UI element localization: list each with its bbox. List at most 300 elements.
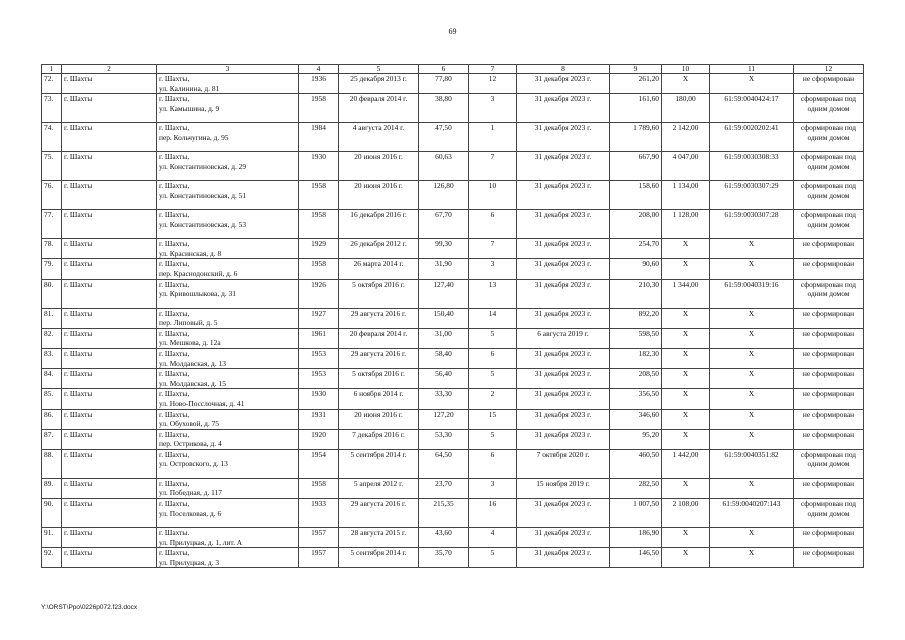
address-cell [157,152,299,181]
date-cell: 29 августа 2016 г. [339,348,419,368]
column-header: 1 [42,65,62,74]
address-line: г. Шахты, [159,152,190,162]
address-line: пер. Острикова, д. 4 [159,439,222,449]
table-row [42,478,864,498]
deadline-cell: 31 декабря 2023 г. [517,239,610,259]
row-number-cell: 84. [42,369,62,389]
address-line: г. Шахты, [159,210,190,220]
area-cell: 58,40 [419,348,469,368]
city-cell: г. Шахты [62,478,157,498]
status-cell: сформирован под одним домом [794,449,864,478]
address-line: пер. Краснодонский, д. 6 [159,268,238,278]
city-cell: г. Шахты [62,499,157,528]
value-cell: 90,60 [610,259,662,279]
value-cell: 261,20 [610,74,662,94]
file-path-footer: Y:\ORST\Ppo\0226p072.f23.docx [41,604,138,611]
quantity-cell: 5 [469,429,517,449]
column-header: 8 [517,65,610,74]
row-number-cell: 72. [42,74,62,94]
date-cell: 16 декабря 2016 г. [339,210,419,239]
cadastral-number-cell: Х [710,369,794,389]
table-row [42,449,864,478]
year-cell: 1984 [299,123,339,152]
value-cell: 598,50 [610,328,662,348]
address-line: г. Шахты, [159,369,190,379]
deadline-cell: 15 ноября 2019 г. [517,478,610,498]
date-cell: 26 декабря 2012 г. [339,239,419,259]
value-cell: 460,50 [610,449,662,478]
column-header: 9 [610,65,662,74]
city-cell: г. Шахты [62,210,157,239]
value-cell: 1 134,00 [662,181,710,210]
city-cell: г. Шахты [62,409,157,429]
area-cell: 67,70 [419,210,469,239]
year-cell: 1926 [299,279,339,308]
table-row [42,528,864,548]
address-line: г. Шахты, [159,94,190,104]
address-line: г. Шахты, [159,239,190,249]
address-line: ул. Молдавская, д. 15 [159,378,226,388]
quantity-cell: 14 [469,308,517,328]
column-header: 3 [157,65,299,74]
year-cell: 1958 [299,478,339,498]
area-cell: 215,35 [419,499,469,528]
year-cell: 1933 [299,499,339,528]
quantity-cell: 3 [469,259,517,279]
date-cell: 26 марта 2014 г. [339,259,419,279]
table-row [42,181,864,210]
status-cell: не сформирован [794,74,864,94]
area-cell: 127,40 [419,279,469,308]
cadastral-number-cell: 61:59:0040319:16 [710,279,794,308]
deadline-cell: 31 декабря 2023 г. [517,123,610,152]
table-row [42,499,864,528]
year-cell: 1961 [299,328,339,348]
city-cell: г. Шахты [62,389,157,409]
deadline-cell: 31 декабря 2023 г. [517,74,610,94]
table-row [42,389,864,409]
quantity-cell: 15 [469,409,517,429]
row-number-cell: 88. [42,449,62,478]
cadastral-number-cell: Х [710,409,794,429]
address-cell [157,328,299,348]
status-cell: сформирован под одним домом [794,210,864,239]
deadline-cell: 31 декабря 2023 г. [517,499,610,528]
date-cell: 5 апреля 2012 г. [339,478,419,498]
cadastral-number-cell: 61:59:0020202:41 [710,123,794,152]
status-cell: не сформирован [794,348,864,368]
city-cell: г. Шахты [62,548,157,568]
address-line: г. Шахты, [159,328,190,338]
value-cell: 1 128,00 [662,210,710,239]
status-cell: сформирован под одним домом [794,279,864,308]
cadastral-number-cell: Х [710,328,794,348]
row-number-cell: 79. [42,259,62,279]
date-cell: 6 ноября 2014 г. [339,389,419,409]
row-number-cell: 85. [42,389,62,409]
value-cell: Х [662,308,710,328]
cadastral-number-cell: Х [710,429,794,449]
city-cell: г. Шахты [62,181,157,210]
value-cell: Х [662,409,710,429]
status-cell: сформирован под одним домом [794,181,864,210]
cadastral-number-cell: 61:59:0030307:29 [710,181,794,210]
quantity-cell: 5 [469,369,517,389]
year-cell: 1957 [299,528,339,548]
address-line: г. Шахты, [159,279,190,289]
quantity-cell: 6 [469,210,517,239]
area-cell: 38,80 [419,94,469,123]
city-cell: г. Шахты [62,528,157,548]
address-cell [157,259,299,279]
cadastral-number-cell: Х [710,259,794,279]
header-row [42,65,864,74]
address-line: ул. Константиновская, д. 53 [159,219,247,229]
value-cell: 1 789,60 [610,123,662,152]
address-cell [157,369,299,389]
value-cell: Х [662,328,710,348]
row-number-cell: 75. [42,152,62,181]
table-row [42,74,864,94]
city-cell: г. Шахты [62,308,157,328]
value-cell: 95,20 [610,429,662,449]
deadline-cell: 31 декабря 2023 г. [517,389,610,409]
status-cell: сформирован под одним домом [794,499,864,528]
area-cell: 31,90 [419,259,469,279]
value-cell: 2 142,00 [662,123,710,152]
address-line: г. Шахты, [159,449,190,459]
area-cell: 23,70 [419,478,469,498]
city-cell: г. Шахты [62,123,157,152]
address-cell [157,181,299,210]
value-cell: 208,00 [610,210,662,239]
value-cell: Х [662,239,710,259]
table-row [42,152,864,181]
cadastral-number-cell: 61:59:0040351:82 [710,449,794,478]
value-cell: 4 047,00 [662,152,710,181]
value-cell: Х [662,429,710,449]
address-line: г. Шахты, [159,409,190,419]
year-cell: 1929 [299,239,339,259]
address-line: ул. Прилуцкая, д. 3 [159,557,220,567]
row-number-cell: 77. [42,210,62,239]
cadastral-number-cell: 61:59:0040207:143 [710,499,794,528]
row-number-cell: 86. [42,409,62,429]
address-cell [157,210,299,239]
address-cell [157,308,299,328]
city-cell: г. Шахты [62,279,157,308]
date-cell: 20 июня 2016 г. [339,152,419,181]
table-row [42,308,864,328]
address-line: ул. Красинская, д. 8 [159,248,222,258]
date-cell: 5 сентября 2014 г. [339,449,419,478]
value-cell: Х [662,389,710,409]
row-number-cell: 87. [42,429,62,449]
address-line: г. Шахты, [159,181,190,191]
row-number-cell: 74. [42,123,62,152]
quantity-cell: 10 [469,181,517,210]
date-cell: 20 февраля 2014 г. [339,94,419,123]
row-number-cell: 82. [42,328,62,348]
area-cell: 99,30 [419,239,469,259]
address-line: ул. Кривошлыкова, д. 31 [159,289,236,299]
city-cell: г. Шахты [62,449,157,478]
status-cell: не сформирован [794,429,864,449]
area-cell: 77,80 [419,74,469,94]
table-row [42,409,864,429]
row-number-cell: 91. [42,528,62,548]
year-cell: 1958 [299,259,339,279]
address-cell [157,389,299,409]
area-cell: 31,00 [419,328,469,348]
quantity-cell: 12 [469,74,517,94]
status-cell: не сформирован [794,308,864,328]
status-cell: не сформирован [794,548,864,568]
address-line: г. Шахты, [159,389,190,399]
deadline-cell: 31 декабря 2023 г. [517,279,610,308]
city-cell: г. Шахты [62,152,157,181]
address-line: пер. Липовый, д. 5 [159,318,218,328]
address-cell [157,94,299,123]
address-line: ул. Мешкова, д. 12а [159,338,221,348]
row-number-cell: 89. [42,478,62,498]
deadline-cell: 7 октября 2020 г. [517,449,610,478]
address-line: г. Шахты, [159,74,190,83]
row-number-cell: 80. [42,279,62,308]
year-cell: 1930 [299,152,339,181]
quantity-cell: 4 [469,528,517,548]
value-cell: 356,50 [610,389,662,409]
quantity-cell: 2 [469,389,517,409]
status-cell: сформирован под одним домом [794,123,864,152]
row-number-cell: 76. [42,181,62,210]
area-cell: 47,50 [419,123,469,152]
value-cell: 158,60 [610,181,662,210]
value-cell: 182,30 [610,348,662,368]
address-cell [157,528,299,548]
area-cell: 60,63 [419,152,469,181]
deadline-cell: 31 декабря 2023 г. [517,348,610,368]
year-cell: 1957 [299,548,339,568]
year-cell: 1954 [299,449,339,478]
status-cell: сформирован под одним домом [794,152,864,181]
address-line: г. Шахты, [159,259,190,269]
city-cell: г. Шахты [62,74,157,94]
table-row [42,210,864,239]
city-cell: г. Шахты [62,328,157,348]
address-line: ул. Молдавская, д. 13 [159,358,226,368]
deadline-cell: 6 августа 2019 г. [517,328,610,348]
area-cell: 53,30 [419,429,469,449]
date-cell: 29 августа 2016 г. [339,499,419,528]
address-cell [157,548,299,568]
date-cell: 28 августа 2015 г. [339,528,419,548]
quantity-cell: 16 [469,499,517,528]
area-cell: 56,40 [419,369,469,389]
value-cell: 146,50 [610,548,662,568]
area-cell: 127,20 [419,409,469,429]
address-line: ул. Константиновская, д. 51 [159,190,247,200]
date-cell: 20 июня 2016 г. [339,181,419,210]
row-number-cell: 73. [42,94,62,123]
deadline-cell: 31 декабря 2023 г. [517,369,610,389]
status-cell: не сформирован [794,328,864,348]
row-number-cell: 83. [42,348,62,368]
quantity-cell: 5 [469,328,517,348]
cadastral-number-cell: Х [710,348,794,368]
address-line: ул. Ново-Посслочная, д. 41 [159,398,245,408]
address-cell [157,239,299,259]
quantity-cell: 6 [469,449,517,478]
address-line: ул. Константиновская, д. 29 [159,161,247,171]
date-cell: 5 сентября 2014 г. [339,548,419,568]
address-line: г. Шахты, [159,123,190,133]
year-cell: 1936 [299,74,339,94]
area-cell: 43,60 [419,528,469,548]
quantity-cell: 1 [469,123,517,152]
value-cell: Х [662,259,710,279]
deadline-cell: 31 декабря 2023 г. [517,259,610,279]
value-cell: Х [662,528,710,548]
cadastral-number-cell: 61:59:0030308:33 [710,152,794,181]
value-cell: 180,00 [662,94,710,123]
value-cell: 161,60 [610,94,662,123]
area-cell: 150,40 [419,308,469,328]
value-cell: 210,30 [610,279,662,308]
deadline-cell: 31 декабря 2023 г. [517,409,610,429]
city-cell: г. Шахты [62,348,157,368]
year-cell: 1953 [299,348,339,368]
column-header: 10 [662,65,710,74]
value-cell: 254,70 [610,239,662,259]
year-cell: 1927 [299,308,339,328]
address-line: ул. Калинина, д. 81 [159,83,220,93]
deadline-cell: 31 декабря 2023 г. [517,94,610,123]
status-cell: не сформирован [794,478,864,498]
table-row [42,279,864,308]
column-header: 4 [299,65,339,74]
value-cell: Х [662,478,710,498]
table-row [42,369,864,389]
value-cell: 186,90 [610,528,662,548]
address-line: ул. Прилуцкая, д. 1, лит. А [159,537,243,547]
cadastral-number-cell: Х [710,389,794,409]
deadline-cell: 31 декабря 2023 г. [517,210,610,239]
address-cell [157,123,299,152]
area-cell: 64,50 [419,449,469,478]
year-cell: 1920 [299,429,339,449]
year-cell: 1958 [299,94,339,123]
table-row [42,548,864,568]
year-cell: 1930 [299,389,339,409]
table-row [42,348,864,368]
column-header: 12 [794,65,864,74]
address-line: г. Шахты, [159,429,190,439]
deadline-cell: 31 декабря 2023 г. [517,152,610,181]
value-cell: 667,90 [610,152,662,181]
date-cell: 4 августа 2014 г. [339,123,419,152]
table-row [42,123,864,152]
row-number-cell: 90. [42,499,62,528]
value-cell: Х [662,348,710,368]
cadastral-number-cell: Х [710,239,794,259]
date-cell: 29 августа 2016 г. [339,308,419,328]
column-header: 2 [62,65,157,74]
value-cell: Х [662,548,710,568]
address-line: г. Шахты, [159,308,190,318]
value-cell: Х [662,74,710,94]
date-cell: 20 июня 2016 г. [339,409,419,429]
status-cell: не сформирован [794,369,864,389]
area-cell: 33,30 [419,389,469,409]
date-cell: 20 февраля 2014 г. [339,328,419,348]
table-row [42,259,864,279]
row-number-cell: 78. [42,239,62,259]
cadastral-number-cell: 61:59:0030307:28 [710,210,794,239]
year-cell: 1931 [299,409,339,429]
quantity-cell: 6 [469,348,517,368]
address-line: ул. Обуховой, д. 75 [159,419,220,429]
status-cell: не сформирован [794,259,864,279]
cadastral-number-cell: 61:59:0040424:17 [710,94,794,123]
quantity-cell: 7 [469,152,517,181]
status-cell: не сформирован [794,389,864,409]
deadline-cell: 31 декабря 2023 г. [517,429,610,449]
address-line: г. Шахты, [159,478,190,488]
page-number: 69 [448,27,457,36]
value-cell: 1 344,00 [662,279,710,308]
year-cell: 1958 [299,210,339,239]
address-line: ул. Победная, д. 117 [159,488,222,498]
status-cell: сформирован под одним домом [794,94,864,123]
address-cell [157,478,299,498]
column-header: 7 [469,65,517,74]
quantity-cell: 7 [469,239,517,259]
address-line: г. Шахты. [159,528,190,538]
cadastral-number-cell: Х [710,74,794,94]
area-cell: 35,70 [419,548,469,568]
address-cell [157,348,299,368]
cadastral-number-cell: Х [710,528,794,548]
address-cell [157,499,299,528]
quantity-cell: 3 [469,94,517,123]
cadastral-number-cell: Х [710,308,794,328]
column-header: 5 [339,65,419,74]
quantity-cell: 3 [469,478,517,498]
status-cell: не сформирован [794,409,864,429]
value-cell: 2 108,00 [662,499,710,528]
address-line: ул. Поселковая, д. 6 [159,508,222,518]
deadline-cell: 31 декабря 2023 г. [517,548,610,568]
date-cell: 25 декабря 2013 г. [339,74,419,94]
deadline-cell: 31 декабря 2023 г. [517,181,610,210]
city-cell: г. Шахты [62,239,157,259]
quantity-cell: 13 [469,279,517,308]
city-cell: г. Шахты [62,94,157,123]
date-cell: 7 декабря 2016 г. [339,429,419,449]
date-cell: 5 октября 2016 г. [339,369,419,389]
year-cell: 1958 [299,181,339,210]
value-cell: 208,50 [610,369,662,389]
cadastral-number-cell: Х [710,478,794,498]
value-cell: 346,60 [610,409,662,429]
row-number-cell: 92. [42,548,62,568]
date-cell: 5 октября 2016 г. [339,279,419,308]
city-cell: г. Шахты [62,429,157,449]
table-row [42,94,864,123]
value-cell: Х [662,369,710,389]
area-cell: 126,80 [419,181,469,210]
